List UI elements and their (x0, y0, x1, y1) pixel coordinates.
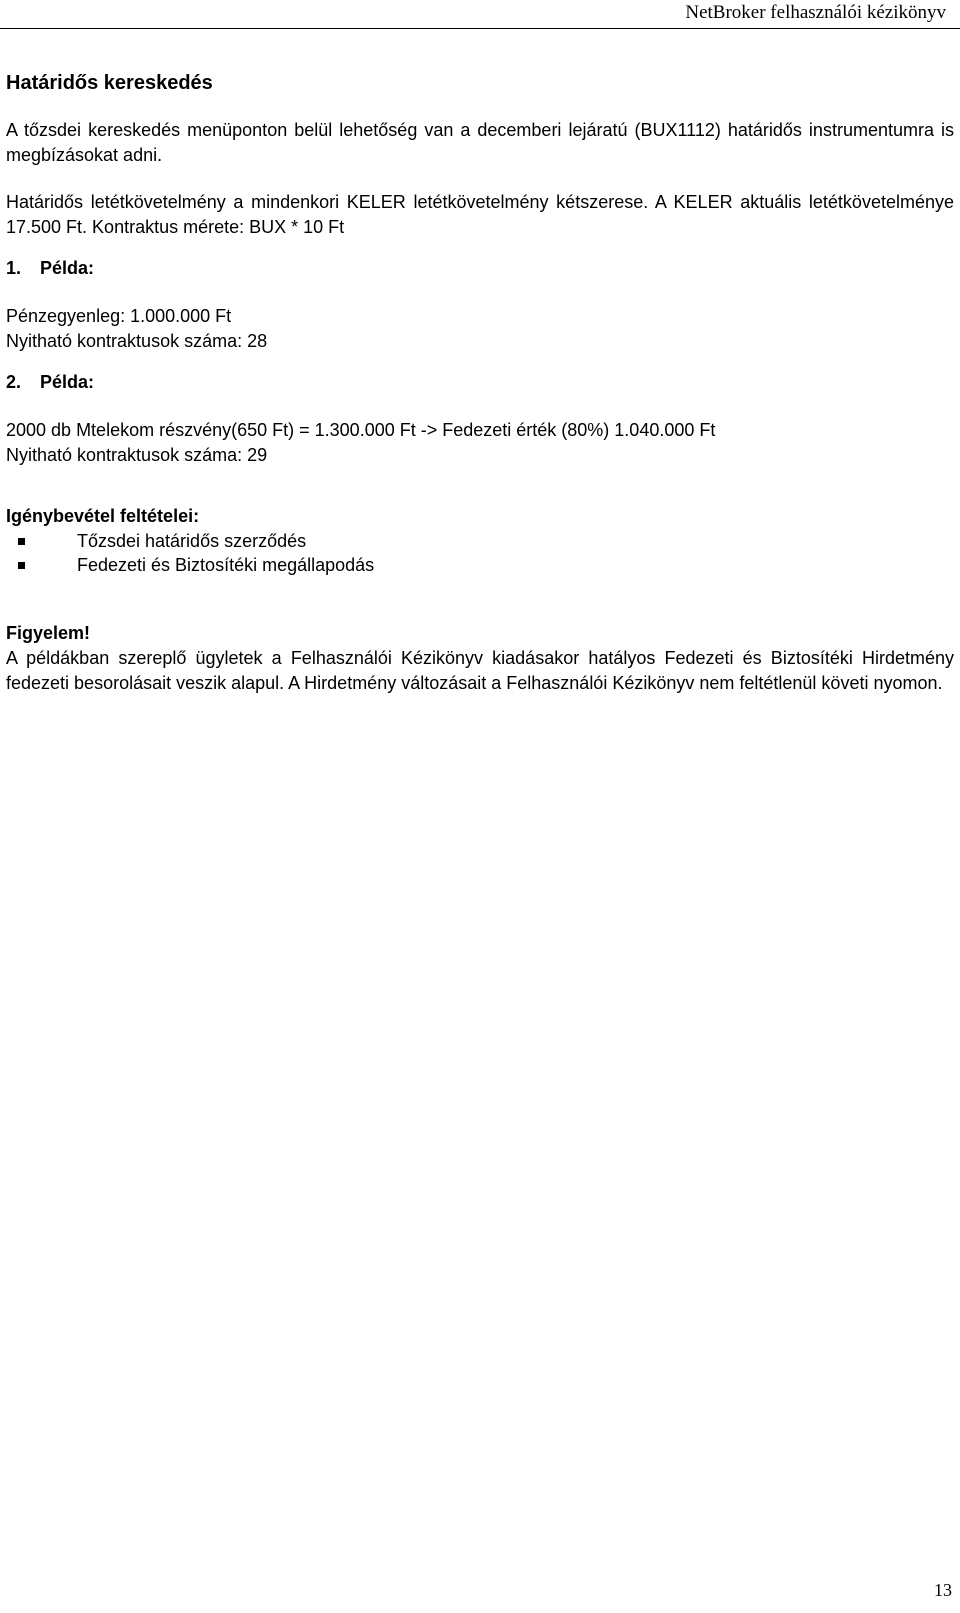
page-content (6, 70, 954, 696)
example-2-body (6, 418, 954, 468)
example-1-heading (6, 256, 954, 280)
square-bullet-icon (18, 538, 25, 545)
intro-paragraph: A tőzsdei kereskedés menüponton belül lehetőség van a decemberi lejáratú (BUX1112) határidős instrumentumra is megbízásokat adni. (6, 120, 954, 165)
example-1-line: Nyitható kontraktusok száma: 28 (6, 331, 268, 351)
example-2-line: Nyitható kontraktusok száma: 29 (6, 445, 268, 465)
example-2-label: Példa: (40, 372, 95, 392)
example-1-label: Példa: (40, 258, 95, 278)
requirement-item-text: Fedezeti és Biztosítéki megállapodás (77, 555, 375, 575)
example-1-body (6, 304, 954, 354)
requirement-item (6, 529, 954, 553)
square-bullet-icon (18, 562, 25, 569)
example-2-number: 2. (6, 372, 22, 392)
requirement-item-text: Tőzsdei határidős szerződés (77, 531, 307, 551)
requirement-item (6, 553, 954, 577)
example-1-line: Pénzegyenleg: 1.000.000 Ft (6, 306, 232, 326)
notice-title: Figyelem! (6, 623, 91, 643)
requirements-title: Igénybevétel feltételei: (6, 506, 200, 526)
requirements-list (6, 529, 954, 577)
example-1-number: 1. (6, 258, 22, 278)
example-2-heading (6, 370, 954, 394)
document-header-title: NetBroker felhasználói kézikönyv (685, 2, 946, 23)
margin-requirement-paragraph: Határidős letétkövetelmény a mindenkori KELER letétkövetelmény kétszerese. A KELER aktuális letétkövetelménye 17.500 Ft. Kontraktus mérete: BUX * 10 Ft (6, 192, 954, 237)
section-title: Határidős kereskedés (6, 72, 213, 94)
page-number: 13 (934, 1580, 952, 1600)
notice-paragraph: A példákban szereplő ügyletek a Felhasználói Kézikönyv kiadásakor hatályos Fedezeti és Biztosítéki Hirdetmény fedezeti besorolásait veszik alapul. A Hirdetmény változásait a Felhasználói Kézikönyv nem feltétlenül követi nyomon. (6, 648, 954, 693)
header-divider (0, 28, 960, 29)
example-2-line: 2000 db Mtelekom részvény(650 Ft) = 1.300.000 Ft -> Fedezeti érték (80%) 1.040.000 Ft (6, 420, 716, 440)
